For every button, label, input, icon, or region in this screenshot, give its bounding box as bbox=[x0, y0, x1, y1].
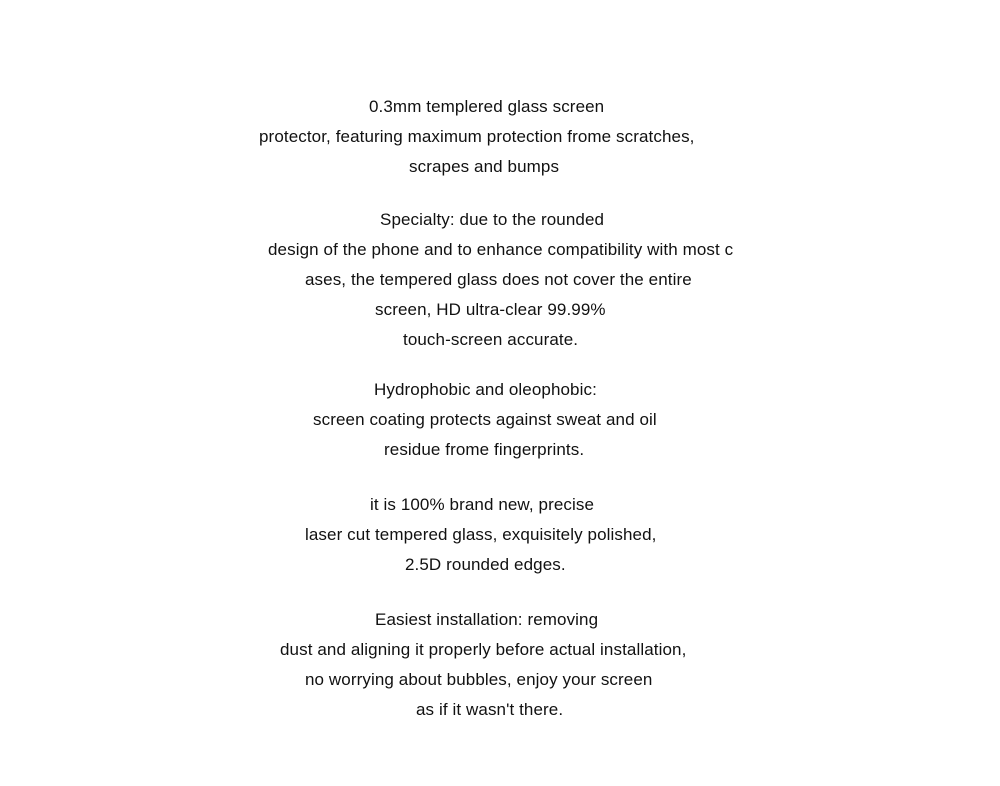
text-line: design of the phone and to enhance compatibility with most c bbox=[268, 240, 734, 259]
text-line: touch-screen accurate. bbox=[403, 330, 579, 349]
text-line: ases, the tempered glass does not cover the entire bbox=[305, 270, 692, 289]
text-line: 2.5D rounded edges. bbox=[405, 555, 566, 574]
text-line: 0.3mm templered glass screen bbox=[369, 97, 605, 116]
text-line: Easiest installation: removing bbox=[375, 610, 599, 629]
text-line: screen, HD ultra-clear 99.99% bbox=[375, 300, 606, 319]
text-line: scrapes and bumps bbox=[409, 157, 560, 176]
text-line: laser cut tempered glass, exquisitely polished, bbox=[305, 525, 657, 544]
text-line: residue frome fingerprints. bbox=[384, 440, 585, 459]
text-line: it is 100% brand new, precise bbox=[370, 495, 595, 514]
text-line: Specialty: due to the rounded bbox=[380, 210, 605, 229]
text-line: as if it wasn't there. bbox=[416, 700, 564, 719]
text-line: protector, featuring maximum protection frome scratches, bbox=[259, 127, 695, 146]
text-line: no worrying about bubbles, enjoy your screen bbox=[305, 670, 653, 689]
text-line: dust and aligning it properly before actual installation, bbox=[280, 640, 687, 659]
text-line: Hydrophobic and oleophobic: bbox=[374, 380, 597, 399]
text-line: screen coating protects against sweat and oil bbox=[313, 410, 657, 429]
